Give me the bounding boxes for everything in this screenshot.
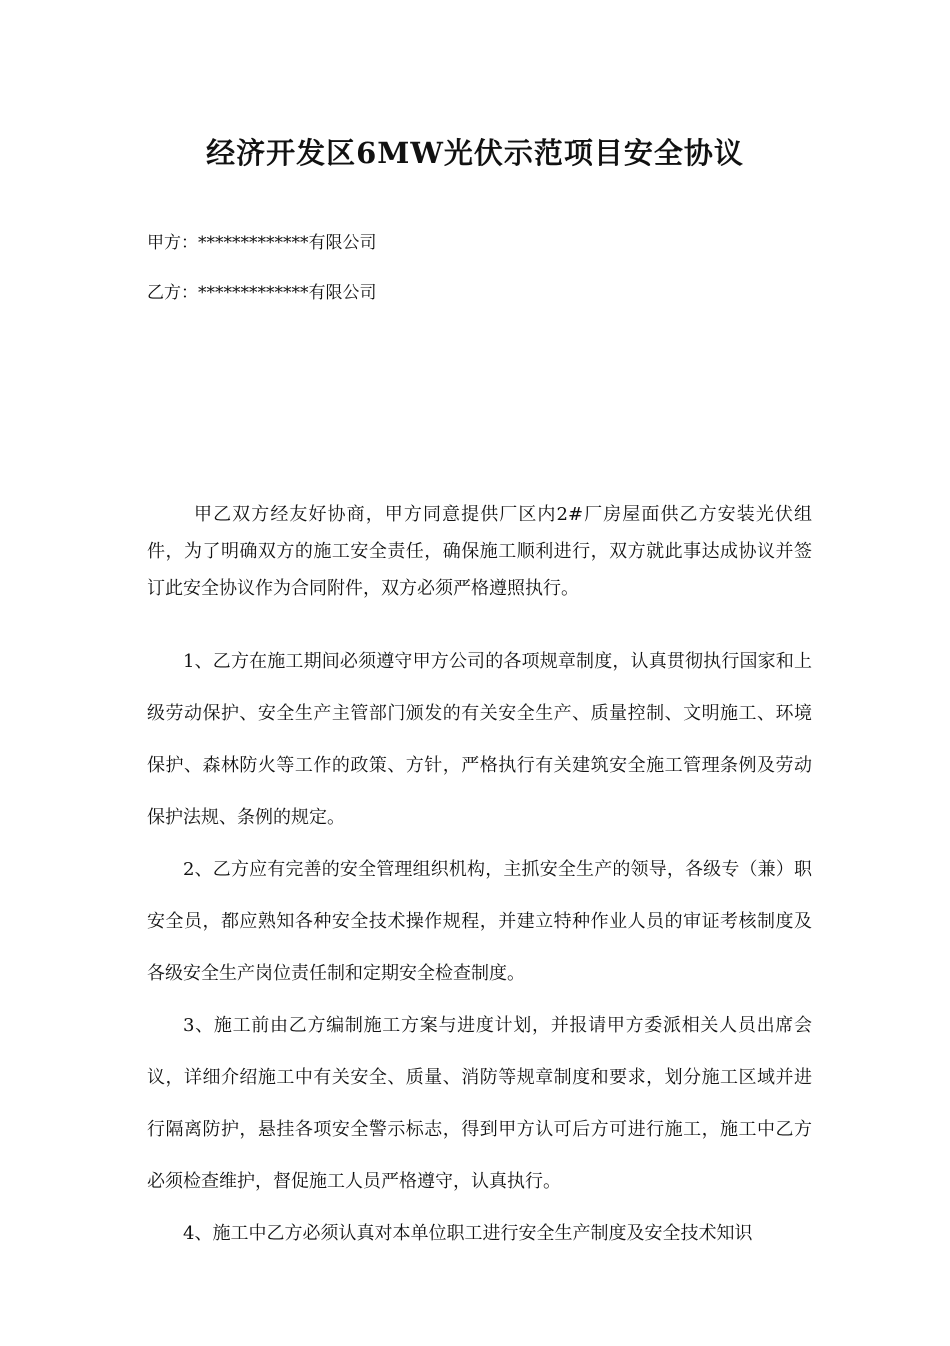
clause-list [147,636,812,1260]
clause-paragraph: 1、乙方在施工期间必须遵守甲方公司的各项规章制度，认真贯彻执行国家和上级劳动保护、安全生产主管部门颁发的有关安全生产、质量控制、文明施工、环境保护、森林防火等工作的政策、方针，严格执行有关建筑安全施工管理条例及劳动保护法规、条例的规定。 [147,651,812,828]
document-title: 经济开发区6MW光伏示范项目安全协议 [206,136,744,170]
clause-paragraph: 2、乙方应有完善的安全管理组织机构，主抓安全生产的领导，各级专（兼）职安全员，都应熟知各种安全技术操作规程，并建立特种作业人员的审证考核制度及各级安全生产岗位责任制和定期安全检查制度。 [147,859,812,984]
intro-paragraph: 甲乙双方经友好协商，甲方同意提供厂区内2#厂房屋面供乙方安装光伏组件，为了明确双方的施工安全责任，确保施工顺利进行，双方就此事达成协议并签订此安全协议作为合同附件，双方必须严格遵照执行。 [147,504,812,599]
clause-paragraph: 4、施工中乙方必须认真对本单位职工进行安全生产制度及安全技术知识 [183,1223,753,1244]
party-b-line: 乙方：*************有限公司 [147,283,377,303]
clause-paragraph: 3、施工前由乙方编制施工方案与进度计划，并报请甲方委派相关人员出席会议，详细介绍施工中有关安全、质量、消防等规章制度和要求，划分施工区域并进行隔离防护，悬挂各项安全警示标志，得到甲方认可后方可进行施工，施工中乙方必须检查维护，督促施工人员严格遵守，认真执行。 [147,1015,812,1192]
party-a-line: 甲方：*************有限公司 [147,233,377,253]
